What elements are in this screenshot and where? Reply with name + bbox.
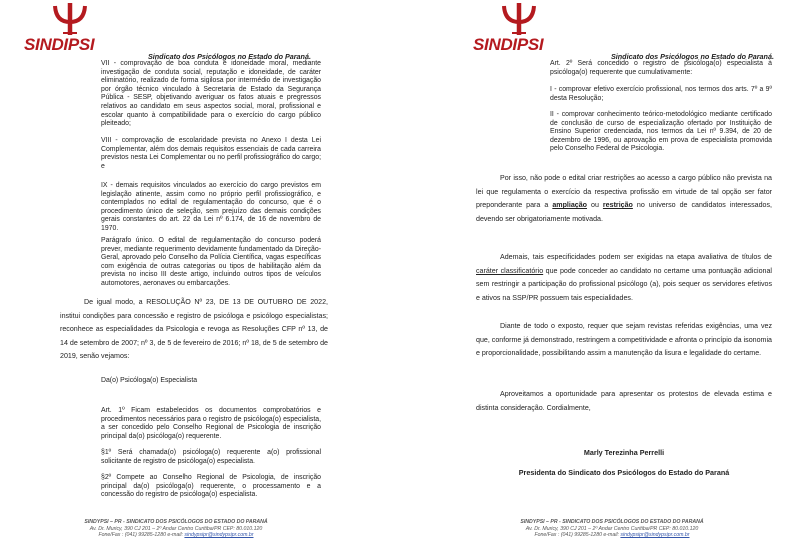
- paragraph-restricoes: [476, 172, 772, 226]
- psi-logo-icon: [52, 2, 88, 36]
- paragraph-resolucao: [60, 296, 328, 364]
- term-carater-classificatorio: caráter classificatório: [476, 266, 544, 275]
- signature-title: Presidenta do Sindicato dos Psicólogos do Estado do Paraná: [518, 468, 730, 477]
- especificidades-text-b: que pode conceder ao candidato no certame uma pontuação adicional sem restringir a participação do profissional psicólogo (a), pois sequer os servidores efetivos e ativos na SSP/PR possuem tais especialidades.: [476, 266, 772, 302]
- resolucao-text: De igual modo, a RESOLUÇÃO Nº 23, DE 13 DE OUTUBRO DE 2022, institui condições para concessão e registro de psicóloga e psicólogo especialistas; reconhece as especialidades da Psicologia e revoga as Resoluções CFP nº 13, de 14 de setembro de 2007; nº 3, de 5 de fevereiro de 2016; nº 18, de 5 de setembro de 2019, senão vejamos:: [60, 298, 328, 361]
- logo-text: SINDIPSI: [473, 35, 544, 54]
- logo-text: SINDIPSI: [24, 35, 95, 54]
- footer-org: SINDYPSI – PR - SINDICATO DOS PSICÓLOGOS DO ESTADO DO PARANÁ: [84, 519, 268, 525]
- paragraph-unico: Parágrafo único. O edital de regulamentação do concurso poderá prever, mediante requerimento devidamente fundamentado da Direção-Geral, aprovado pelo Conselho da Polícia Científica, vagas específicas com exigência de outras categorias ou tipos de habilitação além da prevista no inciso III deste artigo, incluindo outros tipos de veículos automotores, aeronaves ou embarcações.: [101, 237, 321, 287]
- page-footer: [76, 519, 276, 539]
- letterhead-subtitle: Sindicato dos Psicólogos no Estado do Paraná.: [611, 52, 774, 61]
- signature-name: Marly Terezinha Perrelli: [583, 448, 665, 457]
- paragraph-inciso-ii: II - comprovar conhecimento teórico-metodológico mediante certificado de conclusão de curso de especialização ofertado por Instituição de Ensino Superior credenciada, nos termos da Lei nº 9.394, de 20 de dezembro de 1996, ou aprovação em prova de especialista promovida pelo Conselho Federal de Psicologia.: [550, 111, 772, 153]
- especificidades-text-a: Ademais, tais especificidades podem ser exigidas na etapa avaliativa de títulos de: [500, 253, 772, 261]
- footer-email-link[interactable]: sindypsipr@sindypsipr.com.br: [184, 532, 254, 539]
- paragraph-diante-exposto: [476, 320, 772, 361]
- footer-address: Av. Dr. Muricy, 390 CJ 201 – 2º Andar Centro Curitiba/PR CEP: 80.010.120: [525, 525, 699, 532]
- letterhead-subtitle: Sindicato dos Psicólogos no Estado do Paraná.: [148, 52, 311, 61]
- paragraph-especificidades: [476, 251, 772, 305]
- sindipsi-logo: [473, 2, 563, 54]
- section-title-especialista: Da(o) Psicóloga(o) Especialista: [101, 377, 198, 384]
- footer-phone: Fone/Fax : (041) 99285-1280 e-mail:: [98, 532, 185, 539]
- paragraph-art1: Art. 1º Ficam estabelecidos os documentos comprobatórios e procedimentos necessários para o registro de psicóloga(o) especialista, a ser concedido pelo Conselho Regional de Psicologia de inscrição principal da(o) psicóloga(o) requerente.: [101, 407, 321, 440]
- restricoes-text-a: Por isso, não pode o edital criar restrições ao acesso a cargo público não prevista na lei que regulamenta o exercício da respectiva profissão em virtude de tal opção ser fator preponderante para a: [476, 174, 772, 210]
- footer-phone: Fone/Fax : (041) 99285-1280 e-mail:: [534, 532, 621, 539]
- document-page-right: [393, 0, 786, 554]
- term-ampliacao: ampliação: [552, 201, 588, 210]
- footer-address: Av. Dr. Muricy, 390 CJ 201 – 2º Andar Centro Curitiba/PR CEP: 80.010.120: [89, 525, 263, 532]
- footer-contact: [76, 532, 276, 539]
- page-footer: [512, 519, 712, 539]
- sindipsi-logo: [24, 2, 114, 54]
- paragraph-par2: §2º Compete ao Conselho Regional de Psicologia, de inscrição principal da(o) psicóloga(o) requerente, o processamento e a concessão do registro de psicóloga(o) especialista.: [101, 474, 321, 499]
- paragraph-inciso-vii: VII - comprovação de boa conduta e idoneidade moral, mediante investigação de conduta social, reputação e idoneidade, de caráter eliminatório, realizado de forma sigilosa por intermédio de investigação por órgão técnico vinculado à Secretaria de Estado da Segurança Pública - SESP, objetivando averiguar os fatos atuais e pregressos relativos ao candidato em seus aspectos social, moral, profissional e escolar quanto à compatibilidade para o exercício do cargo público pleiteado;: [101, 60, 321, 128]
- paragraph-inciso-i: I - comprovar efetivo exercício profissional, nos termos dos arts. 7º a 9º desta Resolução;: [550, 86, 772, 102]
- paragraph-closing: [476, 388, 772, 415]
- footer-email-link[interactable]: sindypsipr@sindypsipr.com.br: [620, 532, 690, 539]
- psi-logo-icon: [501, 2, 537, 36]
- restricoes-text-b: no universo de candidatos interessados, devendo ser obrigatoriamente motivada.: [476, 201, 772, 223]
- footer-contact: [512, 532, 712, 539]
- closing-text: Aproveitamos a oportunidade para apresentar os protestos de elevada estima e distinta consideração. Cordialmente,: [476, 390, 772, 412]
- paragraph-par1: §1º Será chamada(o) psicóloga(o) requerente a(o) profissional solicitante de registro de psicóloga(o) especialista.: [101, 449, 321, 465]
- paragraph-inciso-viii: VIII - comprovação de escolaridade prevista no Anexo I desta Lei Complementar, além dos demais requisitos essenciais de cada carreira previstos nesta Lei Complementar ou no perfil profissiográfico do cargo; e: [101, 137, 321, 170]
- restricoes-text-ou: ou: [587, 201, 603, 210]
- paragraph-inciso-ix: IX - demais requisitos vinculados ao exercício do cargo previstos em legislação atinente, assim como no próprio perfil profissiográfico, e contemplados no edital de regulamentação do concurso, que é o procedimento único de seleção, sem prejuízo das demais condições gerais constantes do art. 22 da Lei nº 6.174, de 16 de novembro de 1970.: [101, 182, 321, 232]
- diante-exposto-text: Diante de todo o exposto, requer que sejam revistas referidas exigências, uma vez que, conforme já demonstrado, restringem a competitividade e afronta o princípio da isonomia e proporcionalidade, possibilitando assim a manutenção da lisura e legalidade do certame.: [476, 322, 772, 358]
- paragraph-art2: Art. 2º Será concedido o registro de psicóloga(o) especialista à psicóloga(o) requerente que cumulativamente:: [550, 60, 772, 76]
- term-restricao: restrição: [602, 201, 633, 210]
- footer-org: SINDYPSI – PR - SINDICATO DOS PSICÓLOGOS DO ESTADO DO PARANÁ: [520, 519, 704, 525]
